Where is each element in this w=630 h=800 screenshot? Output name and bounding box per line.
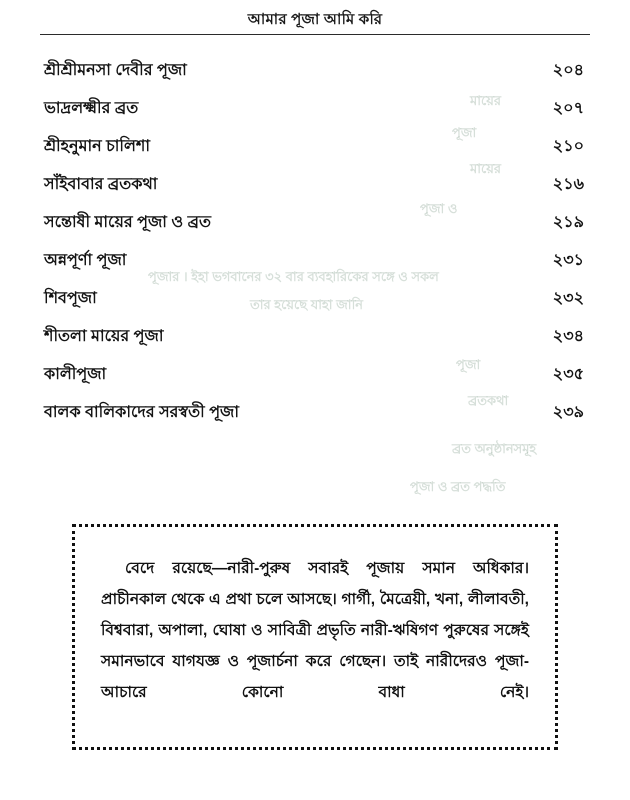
showthrough-text: ব্রত অনুষ্ঠানসমূহ [452, 441, 537, 456]
toc-entry-page: ২০৪ [552, 62, 584, 79]
callout-box [72, 524, 558, 750]
toc-row [44, 356, 586, 394]
showthrough-text: তার হয়েছে যাহা জানি [250, 297, 364, 312]
header-divider [40, 34, 590, 35]
table-of-contents [44, 52, 586, 432]
showthrough-text: মায়ের [470, 93, 502, 108]
toc-entry-title: অন্নপূর্ণা পূজা [44, 252, 127, 269]
toc-entry-page: ২১৯ [552, 214, 584, 231]
showthrough-text: মায়ের [470, 161, 502, 176]
toc-row [44, 242, 586, 280]
toc-entry-page: ২৩৪ [552, 328, 584, 345]
toc-row [44, 128, 586, 166]
toc-row [44, 394, 586, 432]
toc-entry-page: ২৩২ [552, 290, 584, 307]
toc-entry-page: ২১০ [552, 138, 584, 155]
toc-entry-page: ২৩১ [552, 252, 584, 269]
showthrough-text: পূজা ও ব্রত পদ্ধতি [410, 479, 506, 494]
toc-entry-title: শ্রীশ্রীমনসা দেবীর পূজা [44, 62, 187, 79]
toc-row [44, 318, 586, 356]
showthrough-text: পূজা [456, 357, 481, 372]
toc-entry-title: শিবপূজা [44, 290, 97, 307]
toc-entry-page: ২৩৫ [552, 366, 584, 383]
toc-row [44, 280, 586, 318]
showthrough-text: পূজা [452, 125, 477, 140]
toc-entry-title: ভাদ্রলক্ষ্মীর ব্রত [44, 100, 139, 117]
toc-row [44, 52, 586, 90]
showthrough-text: ব্রতকথা [468, 393, 509, 408]
toc-row [44, 166, 586, 204]
page-title: আমার পূজা আমি করি [247, 11, 383, 28]
showthrough-text: পূজা ও [420, 201, 458, 216]
toc-entry-page: ২১৬ [552, 176, 584, 193]
toc-entry-title: শীতলা মায়ের পূজা [44, 328, 164, 345]
callout-text: বেদে রয়েছে—নারী-পুরুষ সবারই পূজায় সমান অধিকার। প্রাচীনকাল থেকে এ প্রথা চলে আসছে। গার্গী, মৈত্রেয়ী, খনা, লীলাবতী, বিশ্ববারা, অপালা, ঘোষা ও সাবিত্রী প্রভৃতি নারী-ঋষিগণ পুরুষের সঙ্গেই সমানভাবে যাগযজ্ঞ ও পূজার্চনা করে গেছেন। তাই নারীদেরও পূজা-আচারে কোনো বাধা নেই। [101, 560, 529, 701]
toc-entry-page: ২৩৯ [552, 404, 584, 421]
toc-entry-title: কালীপূজা [44, 366, 107, 383]
toc-entry-title: বালক বালিকাদের সরস্বতী পূজা [44, 404, 240, 421]
toc-row [44, 204, 586, 242]
toc-entry-page: ২০৭ [552, 100, 584, 117]
toc-entry-title: সাঁইবাবার ব্রতকথা [44, 176, 158, 193]
showthrough-text: পূজার । ইহা ভগবানের ৩২ বার ব্যবহারিকের সঙ্গে ও সকল [148, 269, 439, 284]
toc-row [44, 90, 586, 128]
toc-entry-title: সন্তোষী মায়ের পূজা ও ব্রত [44, 214, 212, 231]
toc-entry-title: শ্রীহনুমান চালিশা [44, 138, 151, 155]
